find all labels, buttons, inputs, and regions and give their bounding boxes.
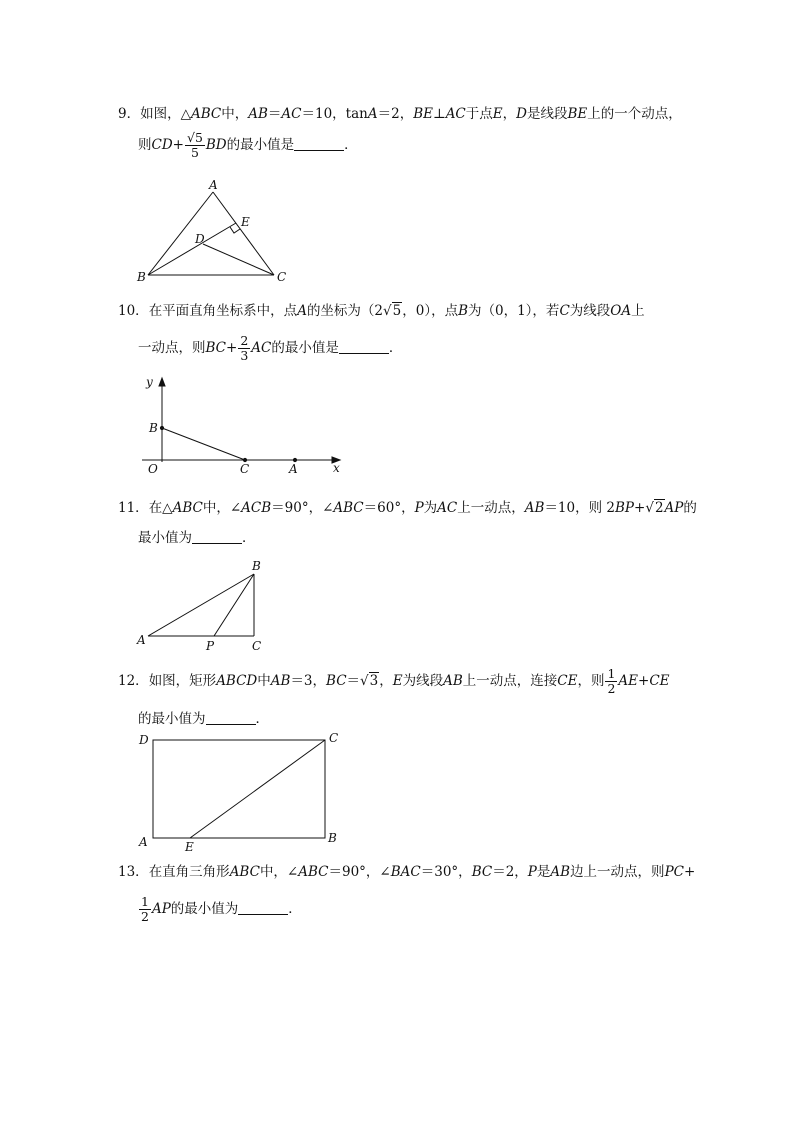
q12-sqrt: √3 — [360, 673, 379, 689]
answer-blank-13[interactable] — [238, 900, 288, 915]
q10-sqrt: √5 — [383, 303, 402, 319]
q12-rectangle-ABCD — [153, 740, 325, 838]
q12-line2: 的最小值为 ． — [138, 711, 269, 727]
q11-line2: 最小值为 ． — [138, 530, 256, 546]
q10-line2: 一动点，则BC+ $\frac{2}{3}$ AC的最小值是 ． — [138, 333, 403, 363]
q12-label-C: C — [329, 731, 339, 745]
q9-label-E: E — [241, 215, 250, 229]
q12-label-A: A — [139, 835, 148, 849]
q9-line2: 则CD+ $\frac{√5}{5}$ BD的最小值是 ． — [138, 130, 358, 160]
q11-sqrt: √2 — [645, 500, 664, 516]
q11-label-A: A — [137, 633, 146, 647]
q12-label-E: E — [185, 840, 194, 854]
q9-label-D: D — [195, 232, 205, 246]
q13-line1: 13．在直角三角形ABC中，∠ABC＝90°，∠BAC＝30°，BC＝2，P是AB边上一动点，则PC+ — [118, 864, 696, 880]
q9-line1: 9．如图，△ABC中，AB＝AC＝10，tanA＝2，BE⊥AC于点E，D是线段BE上的一个动点， — [118, 106, 682, 122]
q12-label-B: B — [328, 831, 337, 845]
q11-label-B: B — [252, 559, 261, 573]
q10-label-x: x — [333, 461, 340, 475]
q11-label-C: C — [252, 639, 262, 653]
q12-seg-CE — [190, 740, 325, 838]
q10-label-y: y — [146, 375, 153, 389]
q12-label-D: D — [139, 733, 149, 747]
q10-label-B: B — [149, 421, 158, 435]
q10-label-O: O — [148, 462, 158, 476]
q10-label-C: C — [240, 462, 250, 476]
q11-label-P: P — [206, 639, 215, 653]
q10-label-A: A — [289, 462, 298, 476]
q9-label-A: A — [209, 178, 218, 192]
q10-line1: 10．在平面直角坐标系中，点A的坐标为（2√5，0），点B为（0，1），若C为线段OA上 — [118, 300, 678, 322]
q10-fraction: $\frac{2}{3}$ — [240, 333, 249, 363]
q13-line2: $\frac{1}{2}$ AP的最小值为 ． — [141, 894, 302, 924]
question-13 — [118, 861, 696, 924]
q9-fraction: $\frac{√5}{5}$ — [186, 130, 203, 160]
q11-line1: 11．在△ABC中，∠ACB＝90°，∠ABC＝60°，P为AC上一动点，AB＝10，则 2BP+√2AP的 — [118, 497, 678, 519]
q9-label-C: C — [277, 270, 287, 284]
q13-fraction: $\frac{1}{2}$ — [141, 894, 149, 924]
q9-label-B: B — [137, 270, 146, 284]
q12-fraction: $\frac{1}{2}$ — [607, 666, 616, 696]
q12-line1: 12．如图，矩形ABCD中AB＝3，BC＝√3，E为线段AB上一动点，连接CE，则 $\frac{1}{2}$ AE+CE — [118, 666, 670, 696]
